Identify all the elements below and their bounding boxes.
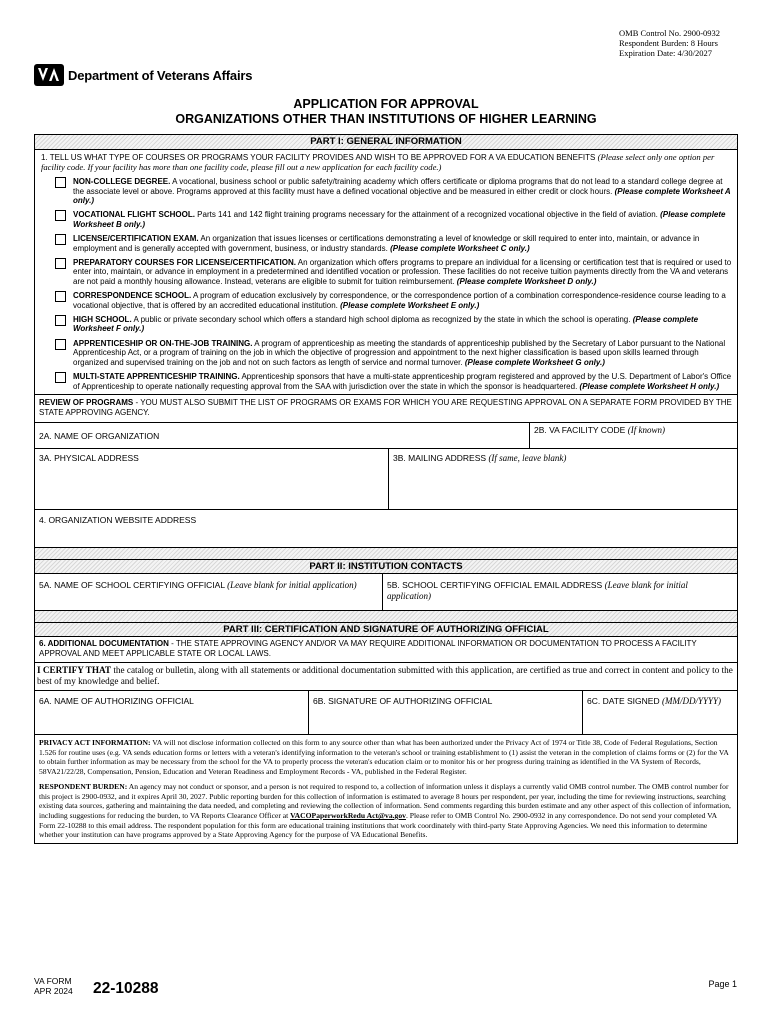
field-2a[interactable] [35, 423, 529, 448]
application-form [34, 134, 738, 844]
row-6 [35, 691, 737, 735]
row-3 [35, 449, 737, 510]
option-checkbox[interactable] [55, 339, 66, 350]
field-6c[interactable] [582, 691, 737, 734]
option-title: LICENSE/CERTIFICATION EXAM. [73, 234, 199, 244]
footer-date: APR 2024 [34, 986, 73, 996]
respondent-burden: Respondent Burden: 8 Hours [619, 38, 718, 48]
option-text [73, 339, 733, 367]
course-option [39, 291, 733, 310]
field-3a[interactable] [35, 449, 388, 509]
course-option [39, 315, 733, 334]
label-3a: 3A. PHYSICAL ADDRESS [39, 452, 139, 463]
label-6b: 6B. SIGNATURE OF AUTHORIZING OFFICIAL [313, 695, 493, 706]
row-5 [35, 574, 737, 611]
title-line-1: APPLICATION FOR APPROVAL [293, 97, 479, 111]
option-title: HIGH SCHOOL. [73, 315, 132, 325]
option-checkbox[interactable] [55, 234, 66, 245]
option-checkbox[interactable] [55, 258, 66, 269]
expiration-date: Expiration Date: 4/30/2027 [619, 48, 713, 58]
option-worksheet-note: (Please complete Worksheet F only.) [73, 315, 699, 334]
option-description: An organization which offers programs to prepare an individual for a licensing or certification test that is required or used to enter into, maintain, or advance in employment in a predetermined and identified vocation or profession. These facilities do not receive tuition payments directly from the VA and veterans are not paid a monthly housing allowance. Instead, veterans are eligible to submit for tuition reimbursement. [73, 258, 732, 286]
burden-text-1: An agency may not conduct or sponsor, and a person is not required to respond to, a collection of information unless it displays a currently valid OMB control number. The OMB control number for this project is 2900-0932, and it expires April 30, 2027. Public reporting burden for this collection of information is estimated to average 8 hours per respondent, per year, including the time for reviewing instructions, searching existing data sources, gathering and maintaining the data needed, and completing and reviewing the collection of information. Send comments regarding this burden estimate and any other aspect of this collection of information, including suggestions for reducing the burden, to VA Reports Clearance Officer at [39, 782, 731, 821]
row-2 [35, 423, 737, 449]
row-4 [35, 510, 737, 548]
option-description: A vocational, business school or public safety/training academy which offers certificate or diploma programs that do not lead to a standard college degree at the associate level or above. Programs approved at this facility must have a defined vocational objective and be measured in either credit or clock hours. [73, 177, 723, 196]
question-6 [35, 637, 737, 663]
label-5a-note: (Leave blank for initial application) [227, 579, 357, 590]
option-text [73, 177, 733, 205]
option-checkbox[interactable] [55, 372, 66, 383]
q6-text: - THE STATE APPROVING AGENCY AND/OR VA MAY REQUIRE ADDITIONAL INFORMATION OR DOCUMENTATION TO PROCESS A FACILITY APPROVAL AND MEET APPLICABLE STATE OR LOCAL LAWS. [39, 638, 697, 658]
burden-bold: RESPONDENT BURDEN: [39, 782, 128, 792]
respondent-burden-notice [35, 780, 737, 843]
course-option [39, 210, 733, 229]
course-option [39, 372, 733, 391]
label-3b: 3B. MAILING ADDRESS [393, 452, 487, 463]
form-number: 22-10288 [93, 980, 159, 997]
certify-bold: I CERTIFY THAT [37, 664, 112, 675]
spacer-band [35, 548, 737, 560]
form-title [34, 97, 738, 127]
paperwork-email-link[interactable]: VACOPaperworkRedu Act@va.gov [290, 811, 406, 821]
label-6a: 6A. NAME OF AUTHORIZING OFFICIAL [39, 695, 194, 706]
option-worksheet-note: (Please complete Worksheet H only.) [579, 381, 720, 391]
privacy-text: VA will not disclose information collected on this form to any source other than what has been authorized under the Privacy Act of 1974 or Title 38, Code of Federal Regulations, Section 1.526 for routine uses (e.g. VA sends education forms or letters with a veteran's identifying information to the veteran's school or training establishment to (1) assist the veteran in the completion of claims forms or (2) for the VA to obtain further information as may be necessary from the school for the VA to properly process the veteran's education claim or to monitor his or her progress during training as identified in the VA System of Records, 58VA21/22/28, Compensation, Pension, Education and Veteran Readiness and Employment Records - VA, published in the Federal Register. [39, 737, 729, 776]
privacy-act [35, 735, 737, 780]
option-checkbox[interactable] [55, 177, 66, 188]
label-5b: 5B. SCHOOL CERTIFYING OFFICIAL EMAIL ADDRESS [387, 579, 603, 590]
certify-text: the catalog or bulletin, along with all statements or additional documentation submitted with this application, are certified as true and correct in content and policy to the best of my knowledge and belief. [37, 664, 733, 686]
course-option [39, 177, 733, 205]
option-description: An organization that issues licenses or certifications demonstrating a level of knowledge or skill required to enter into, maintain, or advance in employment and is generally accepted with government, business, or industry standards. [73, 234, 700, 253]
q1-note: (Please select only one option per facility code. If your facility has more than one facility code, please fill out a new application for each facility code.) [41, 152, 715, 172]
field-4[interactable] [35, 510, 737, 547]
course-type-options [39, 177, 733, 391]
q1-text: 1. TELL US WHAT TYPE OF COURSES OR PROGRAMS YOUR FACILITY PROVIDES AND WISH TO BE APPROVED FOR A VA EDUCATION BENEFITS [41, 153, 596, 162]
label-3b-note: (If same, leave blank) [488, 452, 567, 463]
option-worksheet-note: (Please complete Worksheet D only.) [456, 276, 597, 286]
option-worksheet-note: (Please complete Worksheet E only.) [340, 300, 480, 310]
option-worksheet-note: (Please complete Worksheet C only.) [390, 243, 530, 253]
option-description: A program of apprenticeship as meeting the standards of apprenticeship published by the Secretary of Labor pursuant to the National Apprenticeship Act, or a program of training on the job in which the objective of progression and appointment to the next higher classification is based upon skills learned through organized and supervised training on the job and not on such factors as length of service and normal turnover. [73, 338, 726, 367]
option-title: CORRESPONDENCE SCHOOL. [73, 291, 192, 301]
part2-heading: PART II: INSTITUTION CONTACTS [35, 560, 737, 574]
part3-heading: PART III: CERTIFICATION AND SIGNATURE OF AUTHORIZING OFFICIAL [35, 623, 737, 637]
option-checkbox[interactable] [55, 315, 66, 326]
page-number: Page 1 [708, 979, 737, 989]
footer-form-info [34, 976, 73, 996]
label-2b: 2B. VA FACILITY CODE [534, 424, 626, 435]
option-text [73, 372, 733, 391]
footer-va-form: VA FORM [34, 976, 72, 986]
option-description: Apprenticeship sponsors that have a multi-state apprenticeship program registered and approved by the U.S. Department of Labor's Office of Apprenticeship to operate nationally requesting approval from the SAA with jurisdiction over the state in which the sponsor is headquartered. [73, 372, 732, 391]
field-6b[interactable] [308, 691, 582, 734]
option-text [73, 210, 733, 229]
option-title: VOCATIONAL FLIGHT SCHOOL. [73, 210, 195, 220]
department-name: Department of Veterans Affairs [68, 67, 253, 83]
label-6c-note: (MM/DD/YYYY) [661, 695, 721, 706]
option-text [73, 291, 733, 310]
label-6c: 6C. DATE SIGNED [587, 695, 660, 706]
field-2b[interactable] [529, 423, 737, 448]
option-title: APPRENTICESHIP OR ON-THE-JOB TRAINING. [73, 338, 253, 348]
review-text: - YOU MUST ALSO SUBMIT THE LIST OF PROGRAMS OR EXAMS FOR WHICH YOU ARE REQUESTING APPROVAL ON A SEPARATE FORM PROVIDED BY THE STATE APPROVING AGENCY. [39, 397, 732, 417]
option-worksheet-note: (Please complete Worksheet B only.) [73, 210, 726, 229]
burden-text-2: . Please refer to OMB Control No. 2900-0932 in any correspondence. Do not send your completed VA Form 22-10288 to this email address. The respondent population for this form are educational training institutions that work coordinately with third-party State Approving Agencies. We need this information to determine whether your institution can have programs approved by a State Approving Agency for the purpose of VA Educational Benefits. [39, 811, 717, 840]
option-description: A program of education exclusively by correspondence, or the correspondence portion of a combination correspondence-residence course leading to a vocational objective, that is offered by an accredited educational institution. [73, 291, 726, 310]
label-5b-note: (Leave blank for initial application) [387, 579, 688, 601]
label-2a: 2A. NAME OF ORGANIZATION [39, 430, 160, 441]
course-option [39, 339, 733, 367]
option-worksheet-note: (Please complete Worksheet A only.) [73, 186, 731, 205]
course-option [39, 234, 733, 253]
privacy-bold: PRIVACY ACT INFORMATION: [39, 737, 151, 747]
field-6a[interactable] [35, 691, 308, 734]
omb-info [619, 28, 720, 58]
field-5a[interactable] [35, 574, 382, 610]
option-checkbox[interactable] [55, 291, 66, 302]
spacer-band-2 [35, 611, 737, 623]
part1-heading: PART I: GENERAL INFORMATION [35, 135, 737, 150]
q6-bold: 6. ADDITIONAL DOCUMENTATION [39, 638, 169, 648]
review-bold: REVIEW OF PROGRAMS [39, 397, 134, 407]
field-3b[interactable] [388, 449, 737, 509]
label-4: 4. ORGANIZATION WEBSITE ADDRESS [39, 514, 197, 525]
va-logo [34, 64, 252, 86]
option-title: MULTI-STATE APPRENTICESHIP TRAINING. [73, 372, 240, 382]
option-text [73, 234, 733, 253]
field-5b[interactable] [382, 574, 737, 610]
question-1 [35, 150, 737, 395]
option-description: A public or private secondary school which offers a standard high school diploma as recognized by the state in which the school is operating. [133, 315, 631, 325]
title-line-2: ORGANIZATIONS OTHER THAN INSTITUTIONS OF HIGHER LEARNING [175, 112, 597, 126]
omb-control-no: OMB Control No. 2900-0932 [619, 28, 721, 38]
option-title: NON-COLLEGE DEGREE. [73, 177, 171, 187]
label-5a: 5A. NAME OF SCHOOL CERTIFYING OFFICIAL [39, 579, 225, 590]
option-description: Parts 141 and 142 flight training programs necessary for the attainment of a recognized vocational objective in the field of aviation. [197, 210, 658, 220]
certification-statement [35, 663, 737, 691]
va-seal-icon [34, 64, 64, 86]
label-2b-note: (If known) [627, 424, 665, 435]
option-text [73, 315, 733, 334]
review-of-programs [35, 395, 737, 423]
option-worksheet-note: (Please complete Worksheet G only.) [464, 357, 605, 367]
option-text [73, 258, 733, 286]
option-checkbox[interactable] [55, 210, 66, 221]
course-option [39, 258, 733, 286]
option-title: PREPARATORY COURSES FOR LICENSE/CERTIFICATION. [73, 258, 296, 268]
